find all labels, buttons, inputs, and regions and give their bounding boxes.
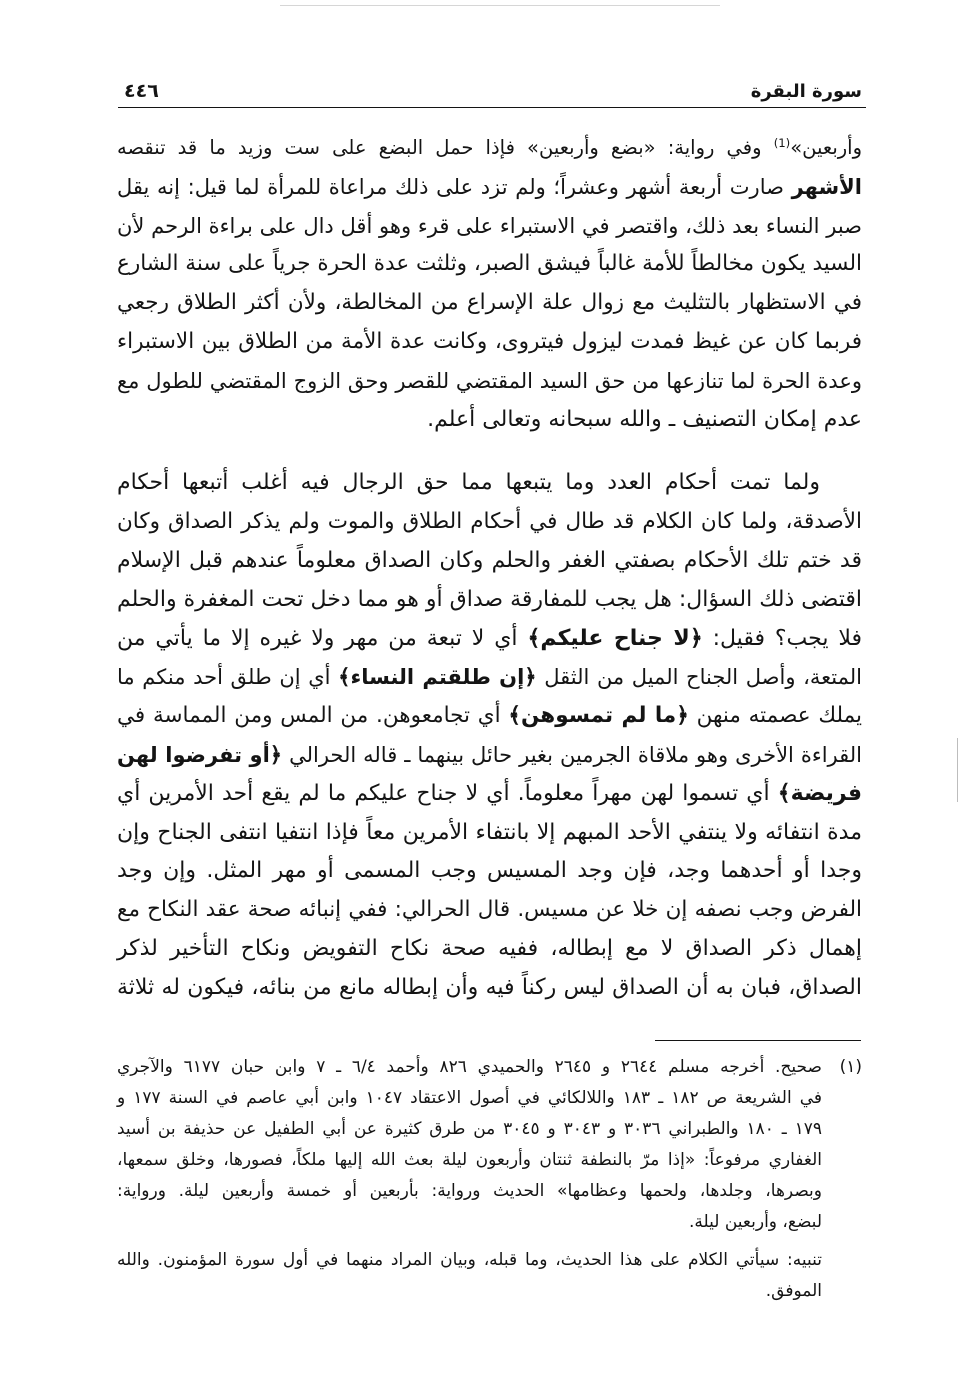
text-run: وفي رواية: «بضع وأربعين» فإذا حمل البضع على ست وزيد ما قد تنقصه xyxy=(117,136,774,159)
footnote-line: الغفاري مرفوعاً: «إذا مرّ بالنطفة ثنتان وأربعون ليلة بعث الله إليها ملكاً، فصورها، وخلق سمعها، xyxy=(117,1150,822,1170)
text-line xyxy=(117,401,862,440)
text-line xyxy=(117,969,862,1008)
text-line xyxy=(117,930,862,969)
text-line xyxy=(117,581,862,620)
text-run: القراءة الأخرى وهو ملاقاة الجرمين بغير حائل بينهما ـ قاله الحرالي xyxy=(282,742,862,767)
text-run: أي تجامعوهن. من المس ومن المماسة في xyxy=(117,703,509,729)
text-line xyxy=(117,697,862,736)
footnote-line: في الشريعة ص ١٨٢ ـ ١٨٣ واللالكائي في أصول الاعتقاد ١٠٤٧ وابن أبي عاصم في السنة ١٧٧ و xyxy=(117,1088,822,1108)
main-text xyxy=(117,129,862,1008)
scan-edge-line xyxy=(280,5,720,6)
text-line xyxy=(117,362,862,401)
text-run: فلا يجب؟ فقيل: xyxy=(702,625,863,651)
footnote-number: (١) xyxy=(839,1057,862,1077)
text-run: عدم إمكان التصنيف ـ والله سبحانه وتعالى أعلم. xyxy=(427,406,862,432)
footnote-notice xyxy=(117,1245,862,1307)
text-run: صبر النساء بعد ذلك، واقتصر في الاستبراء على قرء وهو أقل دال على براءة الرحم لأن xyxy=(117,213,862,238)
footnote-line: صحيح. أخرجه مسلم ٢٦٤٤ و ٢٦٤٥ والحميدي ٨٢٦ وأحمد ٦/٤ ـ ٧ وابن حبان ٦١٧٧ والآجري xyxy=(117,1057,822,1077)
quran-verse: ﴿لا جناح عليكم﴾ xyxy=(527,625,703,651)
surah-title: سورة البقرة xyxy=(750,81,862,102)
text-line xyxy=(117,542,862,581)
text-line xyxy=(117,168,862,207)
text-line xyxy=(117,503,862,542)
text-line xyxy=(117,207,862,246)
text-line xyxy=(117,245,862,284)
text-run: أي إن طلق أحد منكم ما xyxy=(117,665,339,690)
scan-edge-mark xyxy=(957,738,958,802)
footnote-separator xyxy=(655,1040,861,1041)
text-run: أي تسموا لهن مهراً معلوماً. أي لا جناح عليكم ما لم يقع أحد الأمرين أي xyxy=(117,780,778,806)
quran-verse: ﴿ما لم تمسوهن﴾ xyxy=(508,703,689,729)
text-line xyxy=(117,814,862,853)
text-line xyxy=(117,284,862,323)
text-run: مدة انتفائه ولا ينتفي الأحد المبهم إلا بانتفاء الأمرين معاً فإذا انتفيا انتفى الجناح وإن xyxy=(117,819,862,845)
footnotes xyxy=(117,1052,862,1307)
bold-term: الأشهر xyxy=(791,174,862,199)
text-line xyxy=(117,852,862,891)
text-line xyxy=(117,736,862,775)
text-run: يملك عصمته منهن xyxy=(688,703,862,729)
footnote-line: ١٧٩ ـ ١٨٠ والطبراني ٣٠٣٦ و ٣٠٤٣ و ٣٠٤٥ من طرق كثيرة عن أبي الطفيل عن حذيفة بن أسيد xyxy=(117,1119,822,1139)
text-line xyxy=(117,323,862,362)
text-line xyxy=(117,891,862,930)
quran-verse: ﴿أو تفرضوا لهن xyxy=(117,742,283,767)
text-run: السيد يكون مخالطاً للأمة غالباً فيشق الصبر، وثلثت عدة الحرة جرياً على سنة الشارع xyxy=(117,251,862,277)
text-run: الفرض وجب نصفه إن خلا عن مسيس. قال الحرالي: ففي إنبائه صحة عقد النكاح مع xyxy=(117,897,862,923)
text-line xyxy=(117,775,862,814)
running-header xyxy=(118,74,866,108)
paragraph-2 xyxy=(117,464,862,1007)
text-run: صارت أربعة أشهر وعشراً؛ ولم تزد على ذلك مراعاة للمرأة لما قيل: إنه يقل xyxy=(117,174,792,199)
quran-verse: فريضة﴾ xyxy=(777,780,862,806)
text-run: الأصدقة، ولما كان الكلام قد طال في أحكام الطلاق والموت ولم يذكر الصداق وكان xyxy=(117,509,862,535)
text-run: قد ختم تلك الأحكام بصفتي الغفر والحلم وكان الصداق معلوماً عندهم قبل الإسلام xyxy=(117,547,862,573)
text-run: وأربعين» xyxy=(790,136,862,159)
footnote-marker: (1) xyxy=(773,135,791,150)
text-run: وعدة الحرة لما تنازعها من حق السيد المقتضي للقصر وحق الزوج المقتضي للطول مع xyxy=(117,368,862,393)
footnote-line: الموفق. xyxy=(765,1281,822,1301)
text-line xyxy=(117,464,862,503)
footnote-line: لبضع، وأربعين ليلة. xyxy=(689,1212,822,1232)
text-run: اقتضى ذلك السؤال: هل يجب للمفارقة صداق أو هو مما دخل تحت المغفرة والحلم xyxy=(117,586,862,612)
text-run: إهمال ذكر الصداق لا مع إبطاله، ففيه صحة نكاح التفويض ونكاح التأخير لذكر xyxy=(117,935,862,961)
footnote-line: وبصرها، وجلدها، ولحمها وعظامها» الحديث ورواية: بأربعين أو خمسة وأربعين ليلة. ورواية: xyxy=(117,1181,822,1201)
footnote-line: تنبيه: سيأتي الكلام على هذا الحديث، وما قبله، وبيان المراد منهما في أول سورة المؤمنون. والله xyxy=(117,1250,822,1270)
text-run: ولما تمت أحكام العدد وما يتبعها مما حق الرجال فيه أغلب أتبعها أحكام xyxy=(117,470,820,496)
text-line xyxy=(117,658,862,697)
text-run: الصداق، فبان به أن الصداق ليس ركناً فيه وأن إبطاله مانع من بنائه، فيكون له ثلاثة xyxy=(117,974,862,1000)
text-line xyxy=(117,129,862,168)
quran-verse: ﴿إن طلقتم النساء﴾ xyxy=(338,665,537,690)
text-run: في الاستظهار بالتثليث مع زوال علة الإسراع من المخالطة، ولأن أكثر الطلاق رجعي xyxy=(117,290,862,316)
paragraph-1 xyxy=(117,129,862,439)
text-run: أي لا تبعة من مهر ولا غيره إلا ما يأتي من xyxy=(117,625,528,651)
text-run: وجدا أو أحدهما وجد، فإن وجد المسيس وجب المسمى أو مهر المثل. وإن وجد xyxy=(117,858,862,884)
footnote-1 xyxy=(117,1052,862,1238)
text-run: فربما كان عن غيظ فمدت ليزول فيتروى، وكانت عدة الأمة من الطلاق بين الاستبراء xyxy=(117,328,862,354)
text-line xyxy=(117,620,862,659)
text-run: المتعة، وأصل الجناح الميل من الثقل xyxy=(536,665,862,690)
page-number: ٤٤٦ xyxy=(124,80,159,102)
